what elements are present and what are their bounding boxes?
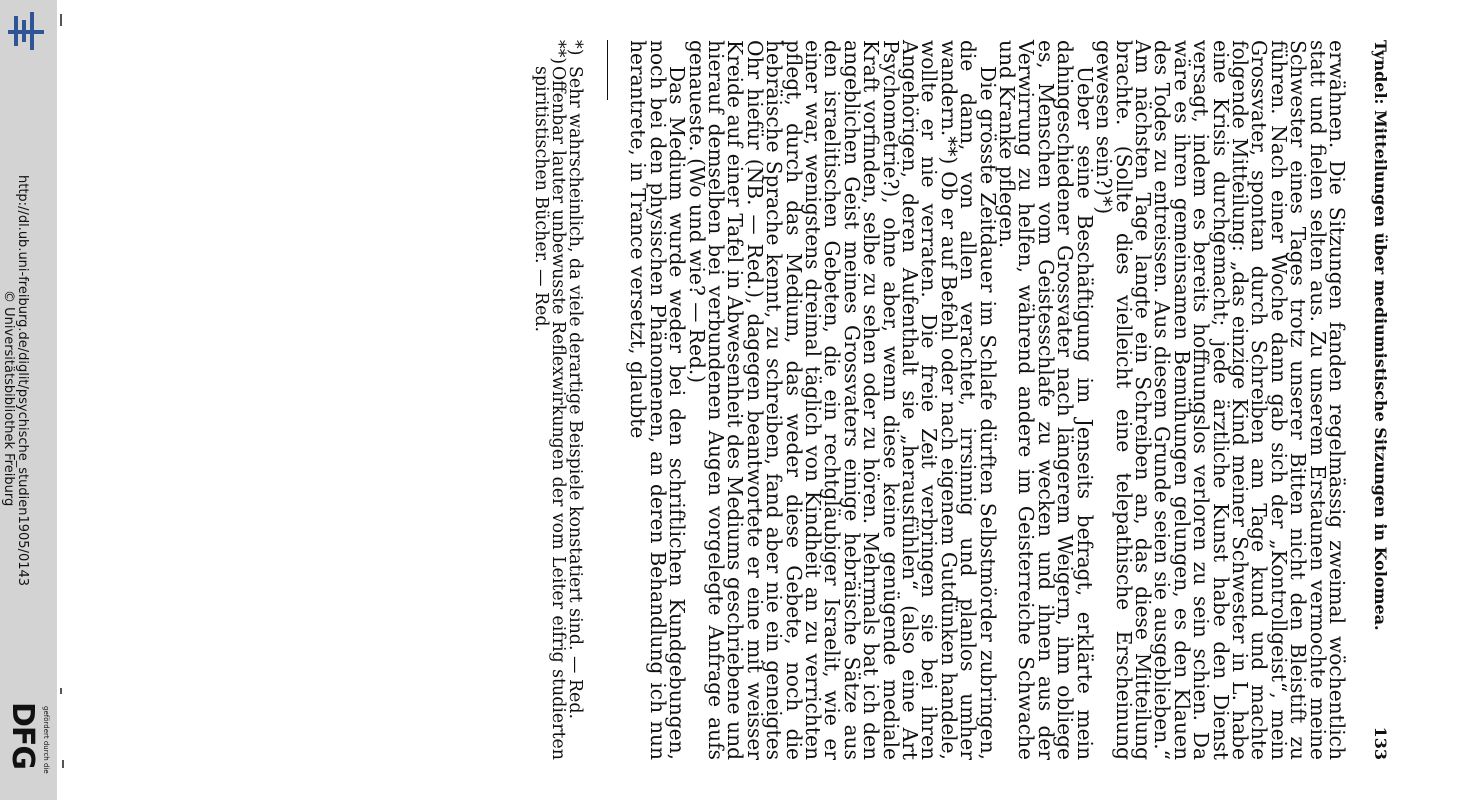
footnote-text: Sehr wahrscheinlich, da viele derartige Beispiele konstatiert sind. — Red. [564,66,585,719]
scan-edge-mark [60,14,62,26]
page-number: 133 [1371,726,1390,760]
source-url[interactable]: http://dl.ub.uni-freiburg.de/diglit/psychische_studien1905/0143 [15,175,30,587]
viewer-sidebar [0,0,57,800]
dfg-logo: DFG [5,702,40,770]
footnotes [532,40,583,760]
footnote [564,40,585,760]
body-text [530,40,1349,760]
paragraph: Die grösste Zeitdauer im Schlafe dürften Selbstmörder zubringen, die dann, von allen verachtet, irrsinnig und planlos umher wandern.**) Ob er auf Befehl oder nach eigenem Gutdünken handele, wollte er nie verraten. Die freie Zeit verbringen sie bei ihren Angehörigen, deren Aufenthalt sie „herausfühlen“ (also eine Art Psychometrie?), ohne aber, wenn diese keine genügende mediale Kraft vorfinden, selbe zu sehen oder zu hören. Mehrmals bat ich den angeblichen Geist meines Grossvaters einige hebräische Sätze aus den israelitischen Gebeten, die ein rechtgläubiger Israelit, wie er einer war, wenigstens dreimal täglich von Kindheit an zu verrichten pflegt, durch das Medium, das weder diese Gebete, noch die hebräische Sprache kennt, zu schreiben, fand aber nie ein geneigtes Ohr hiefür (NB. — Red.), dagegen beantwortete er eine mit weisser Kreide auf einer Tafel in Abwesenheit des Mediums geschriebene und hierauf demselben bei verbundenen Augen vorgelegte Anfrage aufs genaueste. (Wo und wie? — Red.) [684,40,1000,760]
scan-edge-mark [62,760,64,768]
footnote-text: Offenbar lauter unbewusste Reflexwirkungen der vom Leiter eifrig studierten spiritistischen Bücher. — Red. [530,66,568,760]
footnote [530,40,568,760]
copyright-notice: © Universitätsbibliothek Freiburg [1,290,16,507]
document-page [230,40,1390,760]
scan-edge-mark [60,688,62,694]
running-header-title: Tyndel: Mitteilungen über mediumistische Sitzungen in Kolomea. [1371,40,1390,631]
paragraph: erwähnen. Die Sitzungen fanden regelmässig zweimal wöchentlich statt und fielen selten aus. Zu unserem Erstaunen vermochte meine Schwester eines Tages trotz unserer Bitten nicht den Bleistift zu führen. Nach einer Woche dann gab sich der „Kontrollgeist“, mein Grossvater, spontan durch Schreiben am Tage kund und machte folgende Mitteilung: „das einzige Kind meiner Schwester in L. habe eine Krisis durchgemacht; jede ärztliche Kunst habe den Dienst versagt, indem es bereits hoffnungslos verloren zu sein schien. Da wäre es ihren gemeinsamen Bemühungen gelungen, es den Klauen des Todes zu entreissen. Aus diesem Grunde seien sie ausgeblieben.“ Am nächsten Tage langte ein Schreiben an, das diese Mitteilung brachte. (Sollte dies vielleicht eine telepathische Erscheinung gewesen sein?)*) [1092,40,1349,760]
ub-freiburg-logo-icon [4,8,48,52]
running-header [1371,40,1390,760]
paragraph: Ueber seine Beschäftigung im Jenseits befragt, erklärte mein dahingeschiedener Grossvater nach längerem Weigern, ihm obliege es, Menschen vom Geistesschlafe zu wecken und ihnen aus der Verwirrung zu helfen, während andere im Geisterreiche Schwache und Kranke pflegen. [995,40,1097,760]
footnote-mark: *) [564,40,585,56]
footnote-divider [607,40,608,100]
funded-by-label: gefördert durch die [42,706,50,774]
paragraph: Das Medium wurde weder bei den schriftlichen Kundgebungen, noch bei den physischen Phänomenen, an deren Behandlung ich nun herantrete, in Trance versetzt, glaubte [626,40,690,760]
footnote-mark: **) [547,40,568,65]
